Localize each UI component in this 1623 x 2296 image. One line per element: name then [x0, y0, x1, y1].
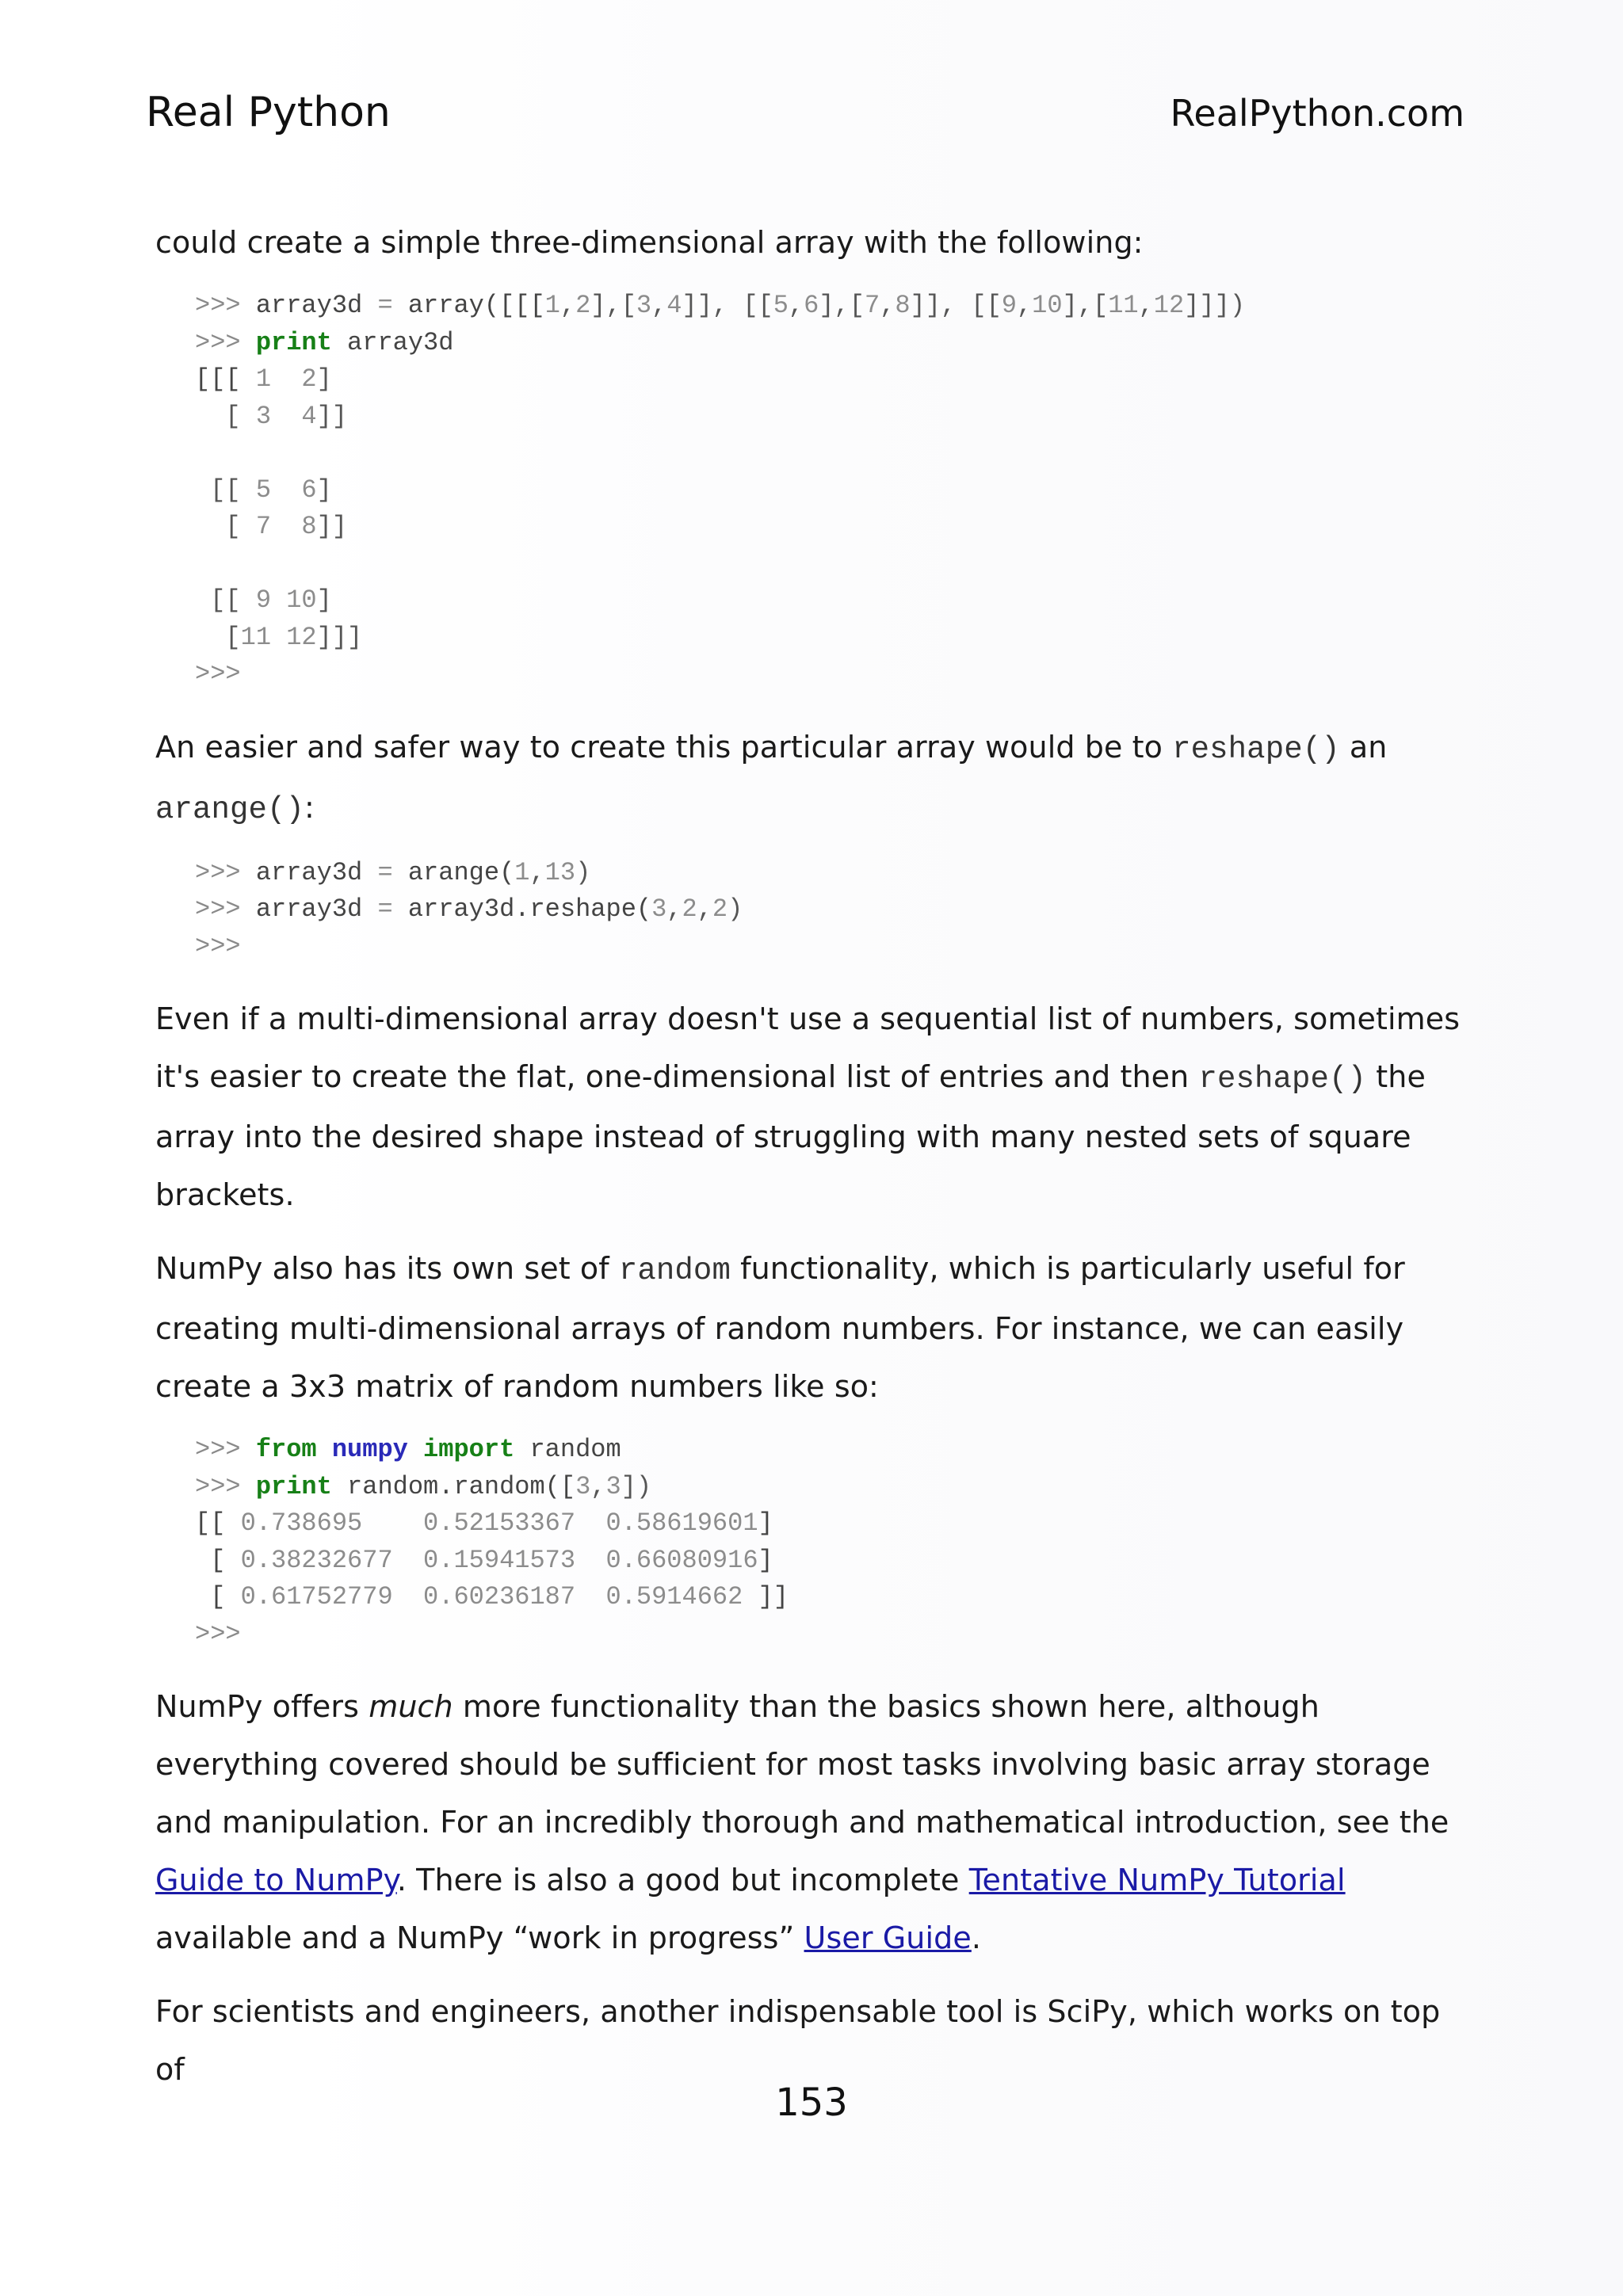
random-paragraph: NumPy also has its own set of random functionality, which is particularly useful for creating multi-dimensional arrays of random numbers. For instance, we can easily create a 3x3 matrix of random numbers like so: — [155, 1251, 1405, 1404]
inline-code: reshape() — [1198, 1062, 1367, 1097]
main-content — [155, 214, 1471, 2115]
header-title: Real Python — [146, 89, 391, 136]
inline-code: random — [618, 1253, 731, 1288]
guide-to-numpy-link[interactable]: Guide to NumPy — [155, 1863, 397, 1897]
code-line: >>> array3d = arange(1,13) — [195, 857, 591, 887]
code-line: >>> — [195, 659, 241, 688]
code-line: >>> array3d = array3d.reshape(3,2,2) — [195, 894, 743, 924]
emphasis: much — [369, 1689, 453, 1724]
user-guide-link[interactable]: User Guide — [804, 1920, 972, 1955]
intro-paragraph: could create a simple three-dimensional array with the following: — [155, 225, 1144, 260]
code-block-arange — [195, 855, 1471, 966]
code-block-array3d — [195, 288, 1471, 693]
scipy-paragraph: For scientists and engineers, another indispensable tool is SciPy, which works on top of — [155, 1994, 1441, 2087]
header-site: RealPython.com — [1170, 92, 1465, 135]
code-output: [[ 0.738695 0.52153367 0.58619601] [ 0.38232677 0.15941573 0.66080916] [ 0.61752779 0.60236187 0.5914662 ]] — [195, 1508, 789, 1611]
tentative-numpy-tutorial-link[interactable]: Tentative NumPy Tutorial — [968, 1863, 1346, 1897]
inline-code: reshape() — [1172, 731, 1340, 767]
page-number: 153 — [775, 2081, 848, 2125]
reshape-paragraph: An easier and safer way to create this particular array would be to reshape() an arange(): — [155, 729, 1388, 827]
code-output: [[[ 1 2] [ 3 4]] [[ 5 6] [ 7 8]] [[ 9 10] [11 12]]] — [195, 364, 363, 652]
code-line: >>> — [195, 931, 241, 961]
code-line: >>> array3d = array([[[1,2],[3,4]], [[5,6],[7,8]], [[9,10],[11,12]]]) — [195, 291, 1246, 320]
code-line: >>> from numpy import random — [195, 1435, 621, 1464]
flat-list-paragraph: Even if a multi-dimensional array doesn't use a sequential list of numbers, sometimes it's easier to create the flat, one-dimensional list of entries and then reshape() the array into the desired shape instead of struggling with many nested sets of square brackets. — [155, 1001, 1461, 1212]
code-block-random — [195, 1432, 1471, 1653]
code-line: >>> print array3d — [195, 327, 454, 357]
inline-code: arange() — [155, 791, 305, 827]
code-line: >>> print random.random([3,3]) — [195, 1471, 652, 1501]
code-line: >>> — [195, 1619, 241, 1649]
functionality-paragraph: NumPy offers much more functionality than the basics shown here, although everything covered should be sufficient for most tasks involving basic array storage and manipulation. For an incredibly thorough and mathematical introduction, see the Guide to NumPy. There is also a good but incomplete Tentative NumPy Tutorial available and a NumPy “work in progress” User Guide. — [155, 1689, 1449, 1955]
